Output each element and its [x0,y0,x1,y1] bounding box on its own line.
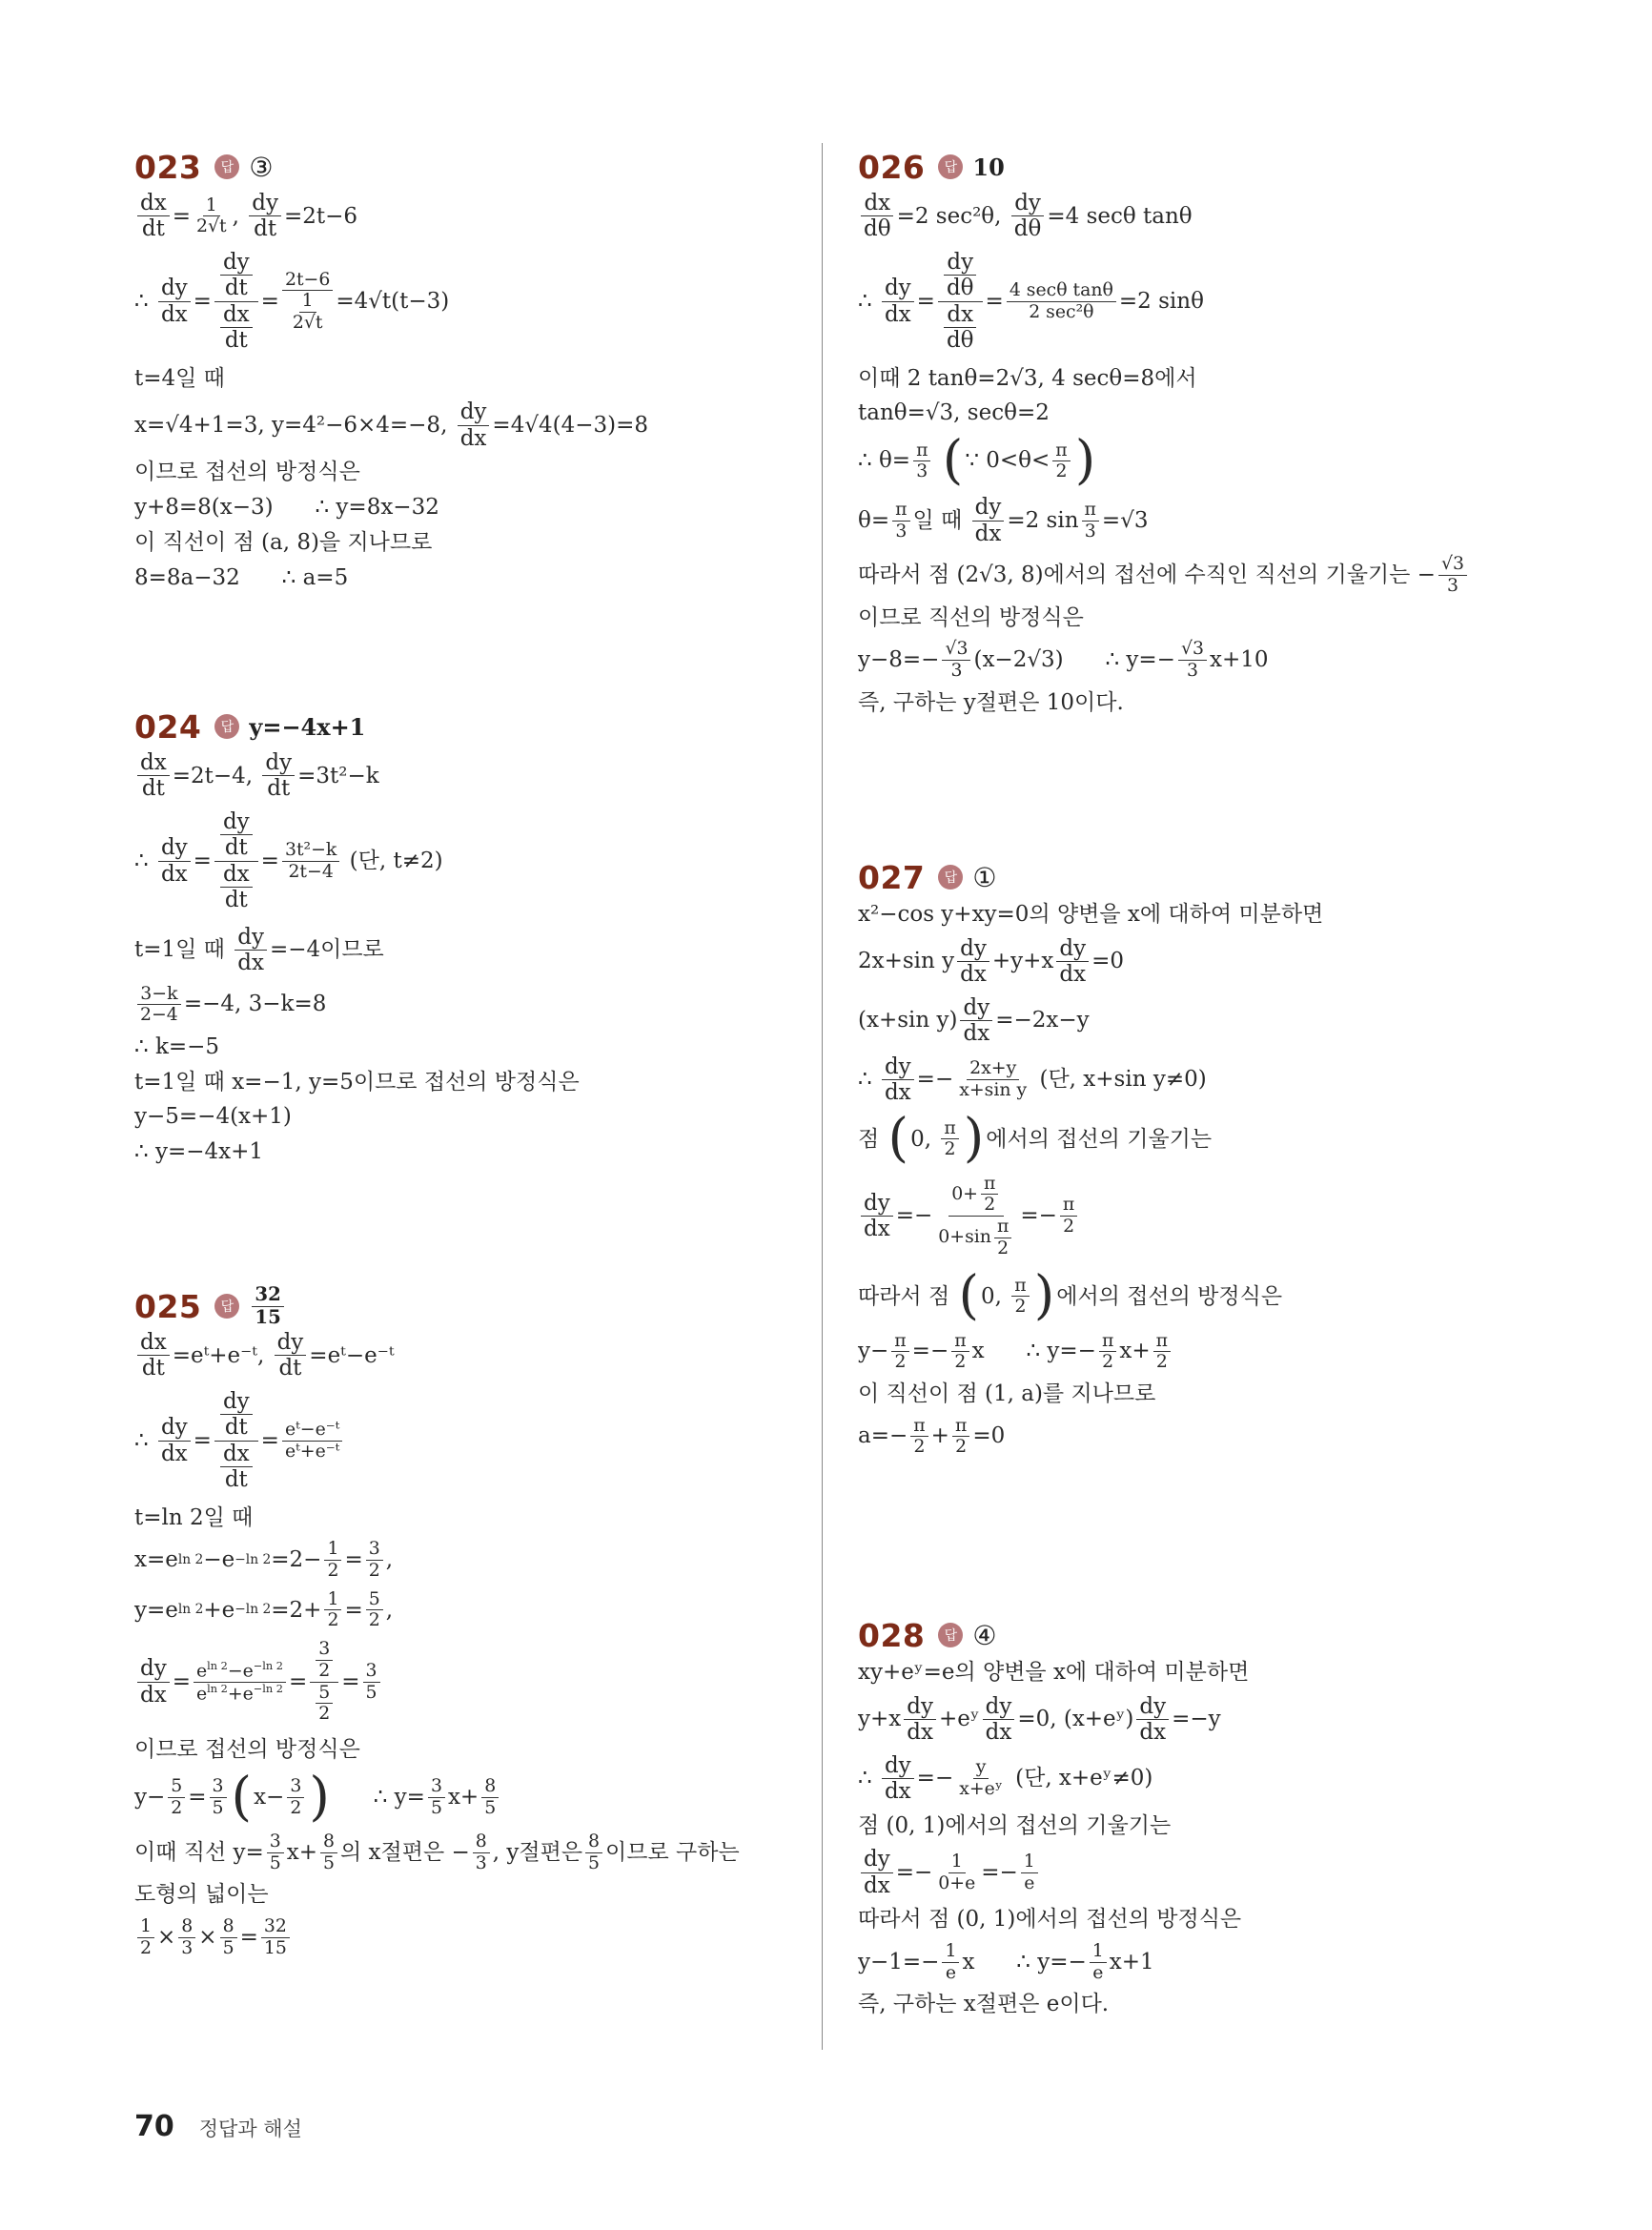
solution-line: ∴ $\frac{dy}{dx}$ =− $\frac{y}{\text{x+eʸ}}$ (단, x+eʸ≠0) [858,1752,1153,1805]
solution-line: ∴ k=−5 [134,1033,220,1059]
solution-line: $\frac{dy}{dx}$ = $\frac{e^{ln 2}-e^{-ln 2}}{e^{ln 2}+e^{-ln 2}}$ = $\frac{\frac{3}{2}}{\frac{5}{2}}$ = $\frac{3}{5}$ [134,1639,792,1725]
problem-023 [134,143,792,599]
answer-badge: 답 [938,1623,963,1647]
solution-line: 이때 2 tanθ=2√3, 4 secθ=8에서 [858,365,1197,391]
answer-value: $\frac{32}{15}$ [249,1284,286,1328]
solution-line: 8=8a−32 ∴ a=5 [134,564,349,590]
problem-027 [858,853,1525,1465]
solution-line: 따라서 점 (0, 1)에서의 접선의 방정식은 [858,1907,1242,1933]
solution-line: y−1=− $\frac{1}{e}$ x ∴ y=− $\frac{1}{e}$ x+1 [858,1939,1154,1983]
section-label: 정답과 해설 [198,2117,302,2140]
solution-line: (x+sin y) $\frac{dy}{dx}$ =−2x−y [858,994,1090,1047]
page-number: 70 [134,2110,174,2143]
answer-badge: 답 [214,714,239,739]
solution-line: ∴ $\frac{dy}{dx}$ = $\frac{\frac{dy}{d\theta}}{\frac{dx}{d\theta}}$ = $\frac{\text{4 secθ tanθ}}{\text{2 sec²θ}}$ =2 sinθ [858,249,1204,354]
problem-024 [134,703,792,1174]
solution-line: 따라서 점 (2√3, 8)에서의 접선에 수직인 직선의 기울기는 − $\frac{√3}{3}$ [858,554,1525,596]
solution-line: $\frac{3-k}{2-4}$ =−4, 3−k=8 [134,984,792,1026]
solution-line: 점 ( 0, $\frac{\pi}{2}$ ) 에서의 접선의 기울기는 [858,1108,1213,1170]
solution-line: $\frac{dx}{dt}$ =eᵗ+e⁻ᵗ, $\frac{dy}{dt}$ =eᵗ−e⁻ᵗ [134,1330,792,1381]
solution-line: 이 직선이 점 (1, a)를 지나므로 [858,1381,1156,1406]
solution-line: ∴ y=−4x+1 [134,1139,263,1165]
solution-line: $\frac{dx}{d\theta}$ =2 sec²θ, $\frac{dy}{d\theta}$ =4 secθ tanθ [858,191,1525,242]
solution-line: θ= $\frac{\pi}{3}$ 일 때 $\frac{dy}{dx}$ =2 sin $\frac{\pi}{3}$ =√3 [858,495,1149,546]
problem-header [858,143,1525,191]
problem-header [134,703,792,750]
solution-line: y−8=− $\frac{√3}{3}$ (x−2√3) ∴ y=− $\frac{√3}{3}$ x+10 [858,638,1269,682]
solution-line: y− $\frac{\pi}{2}$ =− $\frac{\pi}{2}$ x ∴ y=− $\frac{\pi}{2}$ x+ $\frac{\pi}{2}$ [858,1331,1525,1373]
solution-line: 이므로 접선의 방정식은 [134,1736,360,1762]
solution-line: 2x+sin y $\frac{dy}{dx}$ +y+x $\frac{dy}{dx}$ =0 [858,935,1125,988]
problem-026 [858,143,1525,724]
solution-line: ∴ $\frac{dy}{dx}$ =− $\frac{2x+y}{\text{x+sin y}}$ (단, x+sin y≠0) [858,1054,1207,1105]
problem-025 [134,1282,792,1966]
solution-line: y+x $\frac{dy}{dx}$ +eʸ $\frac{dy}{dx}$ =0, (x+eʸ) $\frac{dy}{dx}$ =−y [858,1693,1221,1746]
answer-value: 10 [972,153,1005,181]
solution-line: a=− $\frac{\pi}{2}$ + $\frac{\pi}{2}$ =0 [858,1414,1006,1458]
answer-value: ① [972,861,997,893]
problem-header [858,853,1525,901]
answer-value: ③ [249,151,274,183]
problem-header [858,1611,1525,1659]
solution-line: $\frac{1}{2}$ × $\frac{8}{3}$ × $\frac{8}{5}$ = $\frac{32}{15}$ [134,1916,792,1958]
solution-line: 즉, 구하는 x절편은 e이다. [858,1992,1110,2017]
solution-line: 즉, 구하는 y절편은 10이다. [858,689,1124,715]
problem-number: 025 [134,1287,202,1325]
solution-line: tanθ=√3, secθ=2 [858,400,1050,426]
answer-badge: 답 [938,154,963,179]
solution-line: y=e ln 2 +e −ln 2 =2+ $\frac{1}{2}$ = $\frac{5}{2}$ , [134,1587,394,1631]
answer-badge: 답 [214,1294,239,1319]
solution-line: 이 직선이 점 (a, 8)을 지나므로 [134,529,433,555]
problem-header [134,1282,792,1330]
problem-number: 024 [134,707,202,746]
answer-value: ④ [972,1619,997,1651]
solution-line: 이므로 직선의 방정식은 [858,604,1084,630]
solution-line: y−5=−4(x+1) [134,1104,292,1130]
solution-line: t=1일 때 x=−1, y=5이므로 접선의 방정식은 [134,1069,580,1095]
solution-line: 점 (0, 1)에서의 접선의 기울기는 [858,1812,1172,1838]
solution-line: 따라서 점 ( 0, $\frac{\pi}{2}$ ) 에서의 접선의 방정식은 [858,1265,1283,1327]
solution-line: t=ln 2일 때 [134,1504,254,1530]
problem-number: 027 [858,858,926,896]
solution-line: x=√4+1=3, y=4²−6×4=−8, $\frac{dy}{dx}$ =4√4(4−3)=8 [134,399,649,451]
solution-line: $\frac{dy}{dx}$ =− 0+ $\frac{\pi}{2}$ 0+sin $\frac{\pi}{2}$ =− $\frac{\pi}{2}$ [858,1174,1525,1259]
solution-line: x²−cos y+xy=0의 양변을 x에 대하여 미분하면 [858,902,1324,927]
solution-line: x=e ln 2 −e −ln 2 =2− $\frac{1}{2}$ = $\frac{3}{2}$ , [134,1538,394,1582]
answer-badge: 답 [214,154,239,179]
solution-line: $\frac{dx}{dt}$ =2t−4, $\frac{dy}{dt}$ =3t²−k [134,750,792,802]
solution-line: 이므로 접선의 방정식은 [134,460,360,485]
solution-line: $\frac{dx}{dt}$ = $\frac{1}{2√t}$ , $\frac{dy}{dt}$ =2t−6 [134,191,792,242]
solution-line: t=4일 때 [134,365,225,391]
solution-line: $\frac{dy}{dx}$ =− $\frac{1}{0+e}$ =− $\frac{1}{e}$ [858,1847,1525,1898]
problem-number: 028 [858,1616,926,1654]
problem-number: 026 [858,148,926,186]
problem-number: 023 [134,148,202,186]
solution-line: y− $\frac{5}{2}$ = $\frac{3}{5}$ ( x− $\frac{3}{2}$ ) ∴ y= $\frac{3}{5}$ x+ $\frac{8}{5}$ [134,1771,792,1824]
solution-line: t=1일 때 $\frac{dy}{dx}$ =−4이므로 [134,924,384,976]
solution-line: xy+eʸ=e의 양변을 x에 대하여 미분하면 [858,1660,1250,1685]
answer-value: y=−4x+1 [249,712,366,741]
solution-line: ∴ $\frac{dy}{dx}$ = $\frac{\frac{dy}{dt}}{\frac{dx}{dt}}$ = $\frac{\text{eᵗ−e⁻ᵗ}}{\text{eᵗ+e⁻ᵗ}}$ [134,1389,792,1493]
problem-header [134,143,792,191]
page-footer [134,2110,302,2143]
problem-028 [858,1611,1525,2026]
solution-line: ∴ $\frac{dy}{dx}$ = $\frac{\frac{dy}{dt}}{\frac{dx}{dt}}$ = $\frac{\text{3t²−k}}{2t-4}$ (단, t≠2) [134,808,443,913]
column-divider [822,143,823,2050]
solution-line: 이때 직선 y= $\frac{3}{5}$ x+ $\frac{8}{5}$ 의 x절편은 − $\frac{8}{3}$ , y절편은 $\frac{8}{5}$ 이므로 구하는 [134,1830,740,1873]
answer-badge: 답 [938,865,963,890]
solution-line: ∴ θ= $\frac{\pi}{3}$ ( ∵ 0<θ< $\frac{\pi}{2}$ ) [858,430,1096,492]
solution-line: 도형의 넓이는 [134,1882,269,1908]
solution-line: y+8=8(x−3) ∴ y=8x−32 [134,495,439,520]
solution-line: ∴ $\frac{dy}{dx}$ = $\frac{\frac{dy}{dt}}{\frac{dx}{dt}}$ = $\frac{2t-6}{\frac{1}{2√t}}$ =4√t(t−3) [134,249,450,354]
